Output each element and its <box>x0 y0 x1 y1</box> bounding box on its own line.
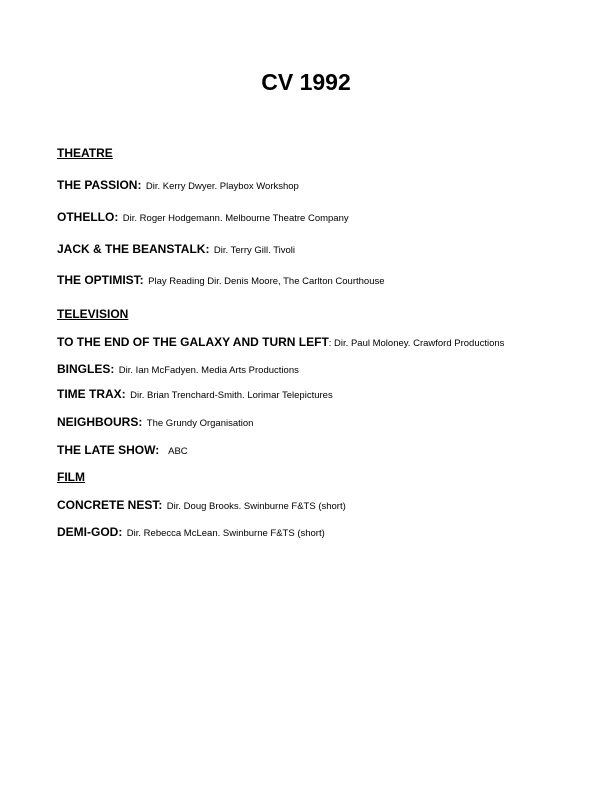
credit-entry-the-optimist <box>57 272 385 290</box>
credit-detail: Dir. Brian Trenchard-Smith. Lorimar Telepictures <box>130 390 333 401</box>
credit-detail: Dir. Ian McFadyen. Media Arts Productions <box>118 365 299 376</box>
credit-entry-jack-and-the-beanstalk <box>57 241 295 259</box>
credit-detail: Dir. Roger Hodgemann. Melbourne Theatre Company <box>122 213 349 224</box>
credit-entry-bingles <box>57 361 299 379</box>
credit-entry-concrete-nest <box>57 497 346 515</box>
credit-title: CONCRETE NEST: <box>57 498 163 512</box>
credit-title: DEMI-GOD: <box>57 525 123 539</box>
section-heading-theatre: THEATRE <box>57 146 113 160</box>
credit-entry-galaxy <box>57 334 504 352</box>
credit-title: NEIGHBOURS: <box>57 415 143 429</box>
credit-title: JACK & THE BEANSTALK: <box>57 242 210 256</box>
credit-title: TIME TRAX: <box>57 387 126 401</box>
credit-entry-othello <box>57 209 349 227</box>
credit-detail: Dir. Kerry Dwyer. Playbox Workshop <box>145 181 299 192</box>
credit-detail: : Dir. Paul Moloney. Crawford Productions <box>328 338 505 349</box>
credit-detail: Play Reading Dir. Denis Moore, The Carlton Courthouse <box>148 276 385 287</box>
credit-detail: Dir. Doug Brooks. Swinburne F&TS (short) <box>166 501 346 512</box>
credit-title: TO THE END OF THE GALAXY AND TURN LEFT <box>57 335 329 349</box>
credit-entry-time-trax <box>57 386 333 404</box>
section-heading-television: TELEVISION <box>57 307 129 321</box>
credit-entry-demi-god <box>57 524 325 542</box>
credit-title: OTHELLO: <box>57 210 119 224</box>
section-heading-film: FILM <box>57 470 85 484</box>
credit-entry-the-late-show <box>57 442 188 460</box>
credit-entry-the-passion <box>57 177 299 195</box>
page-title: CV 1992 <box>261 69 351 95</box>
credit-detail: ABC <box>168 446 188 457</box>
credit-detail: Dir. Terry Gill. Tivoli <box>213 245 296 256</box>
credit-title: THE PASSION: <box>57 178 142 192</box>
credit-detail: Dir. Rebecca McLean. Swinburne F&TS (short) <box>126 528 325 539</box>
credit-title: THE LATE SHOW: <box>57 443 160 457</box>
credit-title: BINGLES: <box>57 362 115 376</box>
credit-detail: The Grundy Organisation <box>146 418 254 429</box>
credit-entry-neighbours <box>57 414 253 432</box>
credit-title: THE OPTIMIST: <box>57 273 144 287</box>
